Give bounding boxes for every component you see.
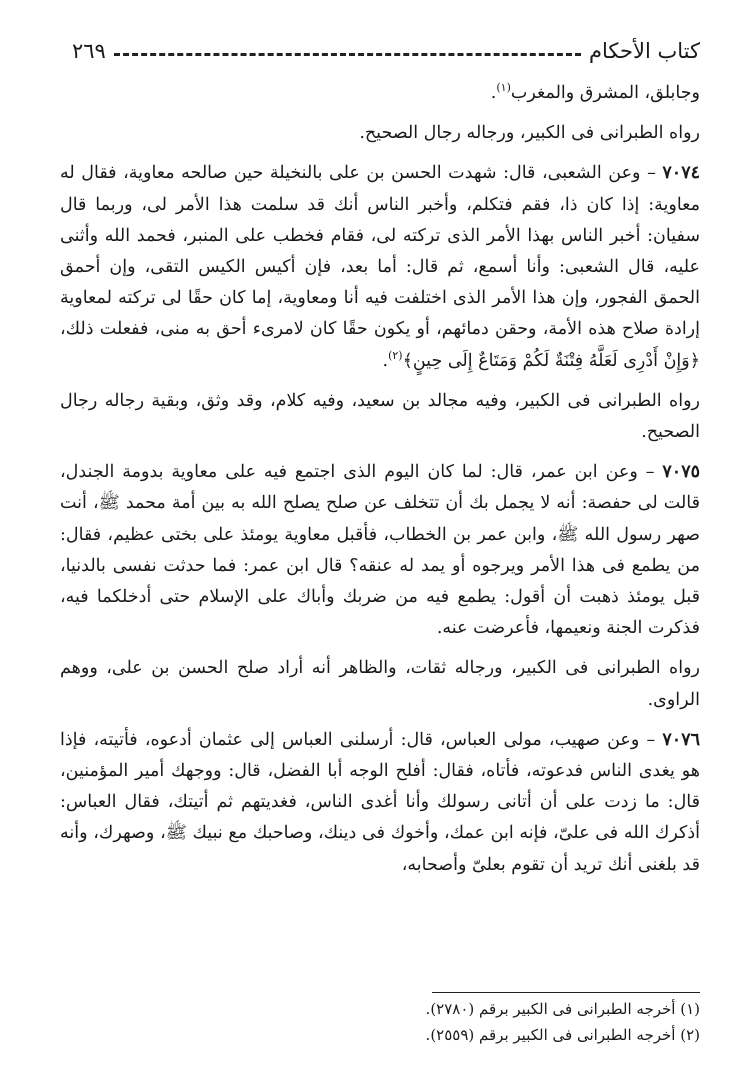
paragraph-text: رواه الطبرانى فى الكبير، ورجاله ثقات، والظاهر أنه أراد صلح الحسن بن على، ووهم الراوى.	[60, 658, 700, 710]
paragraph	[60, 653, 700, 715]
paragraph	[60, 386, 700, 448]
paragraph-text: – وعن الشعبى، قال: شهدت الحسن بن على بالنخيلة حين صالحه معاوية، فقال له معاوية: إذا كان ذا، فقم فتكلم، وأخبر الناس أنك قد سلمت هذا الأمر لى، وربما قال سفيان: أخبر الناس بهذا الأمر الذى تركته لى، فقام فخطب على المنبر، فحمد الله وأثنى عليه، قال الشعبى: وأنا أسمع، ثم قال: أما بعد، فإن أكيس الكيس التقى، وإن أحمق الحمق الفجور، وإن هذا الأمر الذى اختلفت فيه أنا ومعاوية، إما كان حقًا لى تركته لمعاوية إرادة صلاح هذه الأمة، وحقن دمائهم، أو يكون حقًا كان لامرىء أحق به منى، ففعلت ذلك،	[60, 163, 701, 340]
quran-verse: ﴿وَإِنْ أَدْرِى لَعَلَّهُ فِتْنَةٌ لَكُمْ وَمَتَاعٌ إِلَى حِينٍ﴾	[402, 350, 700, 371]
page-number: ٢٦٩	[72, 39, 106, 63]
punctuation: .	[490, 83, 497, 103]
footnote: (٢) أخرجه الطبرانى فى الكبير برقم (٢٥٥٩).	[425, 1026, 700, 1044]
hadith-entry	[60, 725, 700, 881]
footnotes	[60, 996, 700, 1048]
footnote-ref: (٢)	[388, 348, 403, 362]
punctuation: .	[382, 350, 389, 371]
footnote-separator	[432, 992, 700, 993]
running-header	[72, 34, 700, 68]
hadith-number: ٧٠٧٦	[662, 729, 700, 750]
footnote: (١) أخرجه الطبرانى فى الكبير برقم (٢٧٨٠).	[425, 1000, 700, 1018]
hadith-number: ٧٠٧٥	[662, 462, 700, 483]
main-text	[60, 78, 700, 890]
book-title: كتاب الأحكام	[589, 39, 700, 63]
paragraph-text: – وعن ابن عمر، قال: لما كان اليوم الذى اجتمع فيه على معاوية بدومة الجندل، قالت لى حفصة: أنه لا يجمل بك أن تتخلف عن صلح يصلح الله به بين أمة محمد ﷺ، أنت صهر رسول الله ﷺ، وابن عمر بن الخطاب، فأقبل معاوية يومئذ على بختى عظيم، فقال: من يطمع فى هذا الأمر ويرجوه أو يمد له عنقه؟ قال ابن عمر: فما حدثت نفسى بالدنيا، قبل يومئذ ذهبت أن أقول: يطمع فيه من ضربك وأباك على الإسلام حتى أدخلكما فيه، فذكرت الجنة ونعيمها، فأعرضت عنه.	[60, 462, 700, 639]
paragraph	[60, 118, 700, 149]
paragraph	[60, 78, 700, 109]
footnote-ref: (١)	[496, 81, 511, 95]
paragraph-text: رواه الطبرانى فى الكبير، وفيه مجالد بن سعيد، وفيه كلام، وقد وثق، وبقية رجاله رجال الصحيح.	[60, 390, 700, 443]
hadith-number: ٧٠٧٤	[662, 163, 700, 184]
hadith-entry	[60, 158, 700, 376]
header-dashed-rule	[114, 53, 581, 56]
paragraph-text: وجابلق، المشرق والمغرب	[510, 83, 700, 103]
paragraph-text: رواه الطبرانى فى الكبير، ورجاله رجال الصحيح.	[359, 123, 700, 144]
hadith-entry	[60, 457, 700, 644]
paragraph-text: – وعن صهيب، مولى العباس، قال: أرسلنى العباس إلى عثمان أدعوه، فأتيته، فإذا هو يغدى الناس فدعوته، فأتاه، فقال: أفلح الوجه أبا الفضل، قال: ووجهك أمير المؤمنين، قال: ما زدت على أن أتانى رسولك وأنا أغدى الناس، فغديتهم ثم أتيتك، فقال العباس: أذكرك الله فى علىّ، فإنه ابن عمك، وأخوك فى دينك، وصاحبك مع نبيك ﷺ، وصهرك، وأنه قد بلغنى أنك تريد أن تقوم بعلىّ وأصحابه،	[60, 729, 700, 875]
